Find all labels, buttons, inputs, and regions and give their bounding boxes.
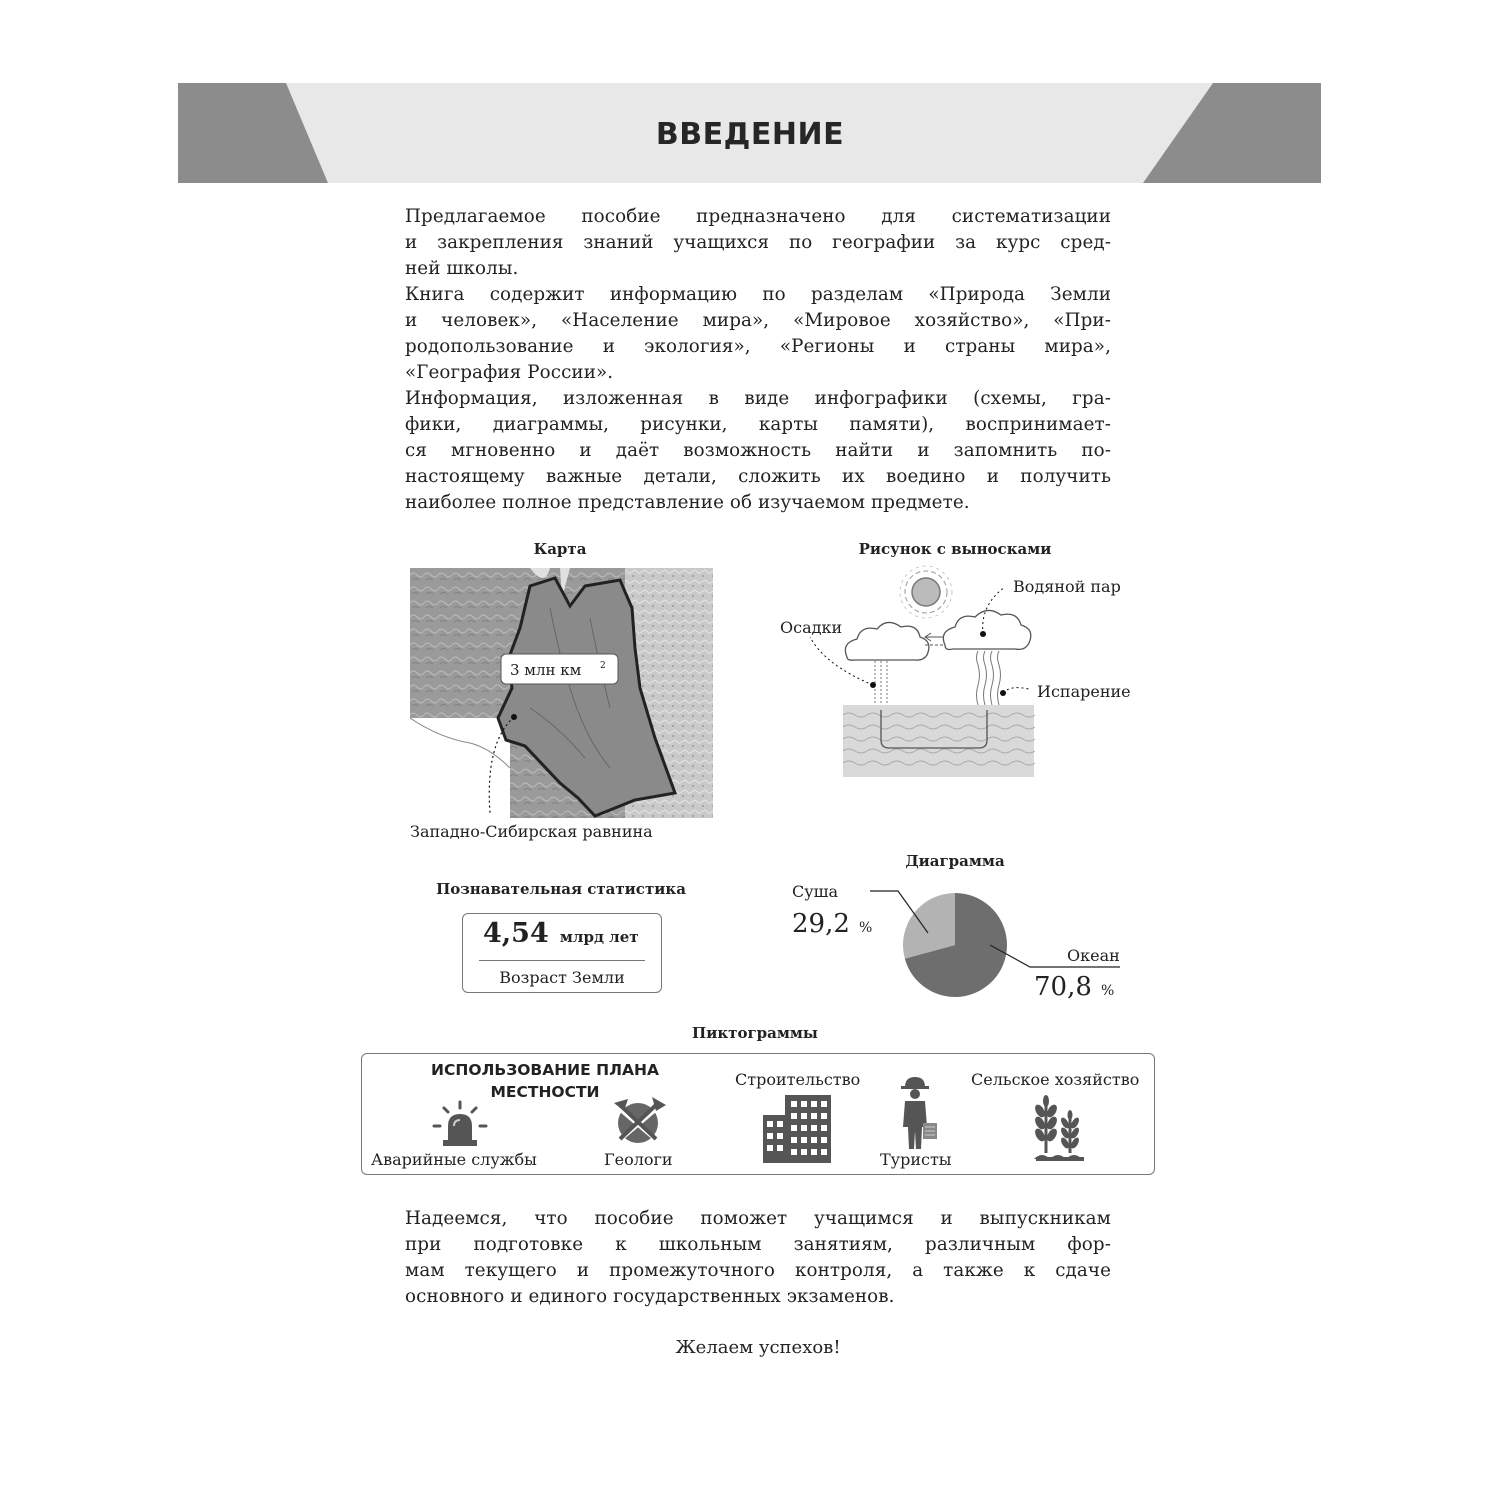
diagram-caption: Диаграмма <box>905 852 1005 870</box>
text-line: Книга содержит информацию по разделам «Природа Земли <box>405 284 1111 305</box>
text-line: фики, диаграммы, рисунки, карты памяти), воспринимает- <box>405 414 1111 435</box>
stats-box <box>462 913 662 993</box>
pictograms-title-line1: ИСПОЛЬЗОВАНИЕ ПЛАНА <box>431 1061 659 1079</box>
land-value-percent: % <box>858 920 873 936</box>
closing-text: Желаем успехов! <box>675 1337 841 1358</box>
text-line: Информация, изложенная в виде инфографики (схемы, гра- <box>405 388 1111 409</box>
map-area-label: 3 млн км <box>510 661 582 679</box>
map-area-sup: 2 <box>600 661 606 671</box>
text-line: «География России». <box>405 362 614 383</box>
map-image <box>410 568 713 818</box>
text-line: ней школы. <box>405 258 519 279</box>
stats-unit: млрд лет <box>559 928 639 946</box>
diagram-ocean-label: Океан <box>1067 946 1120 965</box>
picto-tourists-label: Туристы <box>880 1150 952 1169</box>
ocean-value-number: 70,8 <box>1034 972 1092 1002</box>
pictograms-caption: Пиктограммы <box>692 1024 818 1042</box>
stats-value: 4,54 <box>483 918 549 949</box>
diagram-land-value <box>792 909 872 939</box>
map-caption: Карта <box>533 540 587 558</box>
text-line: родопользование и экология», «Регионы и страны мира», <box>405 336 1111 357</box>
callout-caption: Рисунок с выносками <box>858 540 1052 558</box>
text-line: настоящему важные детали, сложить их воедино и получить <box>405 466 1111 487</box>
land-value-number: 29,2 <box>792 909 850 939</box>
stats-caption: Познавательная статистика <box>436 880 686 898</box>
text-line: основного и единого государственных экзаменов. <box>405 1286 895 1307</box>
water-cycle-image <box>775 565 1145 780</box>
siren-icon <box>430 1100 490 1150</box>
ocean-value-percent: % <box>1100 983 1115 999</box>
stats-label: Возраст Земли <box>499 968 625 987</box>
callout-vapor: Водяной пар <box>1013 577 1121 596</box>
text-line: и закрепления знаний учащихся по географии за курс сред- <box>405 232 1111 253</box>
callout-precipitation: Осадки <box>780 618 843 637</box>
text-line: ся мгновенно и даёт возможность найти и запомнить по- <box>405 440 1111 461</box>
stats-divider <box>479 960 645 961</box>
text-line: наиболее полное представление об изучаемом предмете. <box>405 492 970 513</box>
diagram-ocean-value <box>1034 972 1114 1002</box>
tourist-icon <box>895 1075 945 1151</box>
picto-construction-label: Строительство <box>735 1070 861 1089</box>
text-line: мам текущего и промежуточного контроля, а также к сдаче <box>405 1260 1111 1281</box>
outro-paragraph <box>405 1206 1111 1310</box>
text-line: при подготовке к школьным занятиям, различным фор- <box>405 1234 1111 1255</box>
picto-geologists-label: Геологи <box>604 1150 673 1169</box>
text-line: Надеемся, что пособие поможет учащимся и выпускникам <box>405 1208 1111 1229</box>
pictograms-title-line2: МЕСТНОСТИ <box>490 1083 600 1101</box>
text-line: и человек», «Население мира», «Мировое хозяйство», «При- <box>405 310 1111 331</box>
geologist-hammer-icon <box>606 1093 670 1149</box>
cloud-left-icon <box>845 622 929 660</box>
building-icon <box>763 1095 833 1163</box>
stats-value-row <box>483 918 639 949</box>
cloud-right-icon <box>943 610 1030 649</box>
callout-evaporation: Испарение <box>1037 682 1131 701</box>
map-region-label: Западно-Сибирская равнина <box>410 822 653 841</box>
wheat-icon <box>1030 1095 1090 1163</box>
page-title: ВВЕДЕНИЕ <box>655 117 845 152</box>
picto-emergency-label: Аварийные службы <box>371 1150 537 1169</box>
picto-agriculture-label: Сельское хозяйство <box>971 1070 1140 1089</box>
intro-paragraph <box>405 204 1111 516</box>
text-line: Предлагаемое пособие предназначено для систематизации <box>405 206 1111 227</box>
sun-icon <box>900 566 952 618</box>
diagram-land-label: Суша <box>792 882 839 901</box>
